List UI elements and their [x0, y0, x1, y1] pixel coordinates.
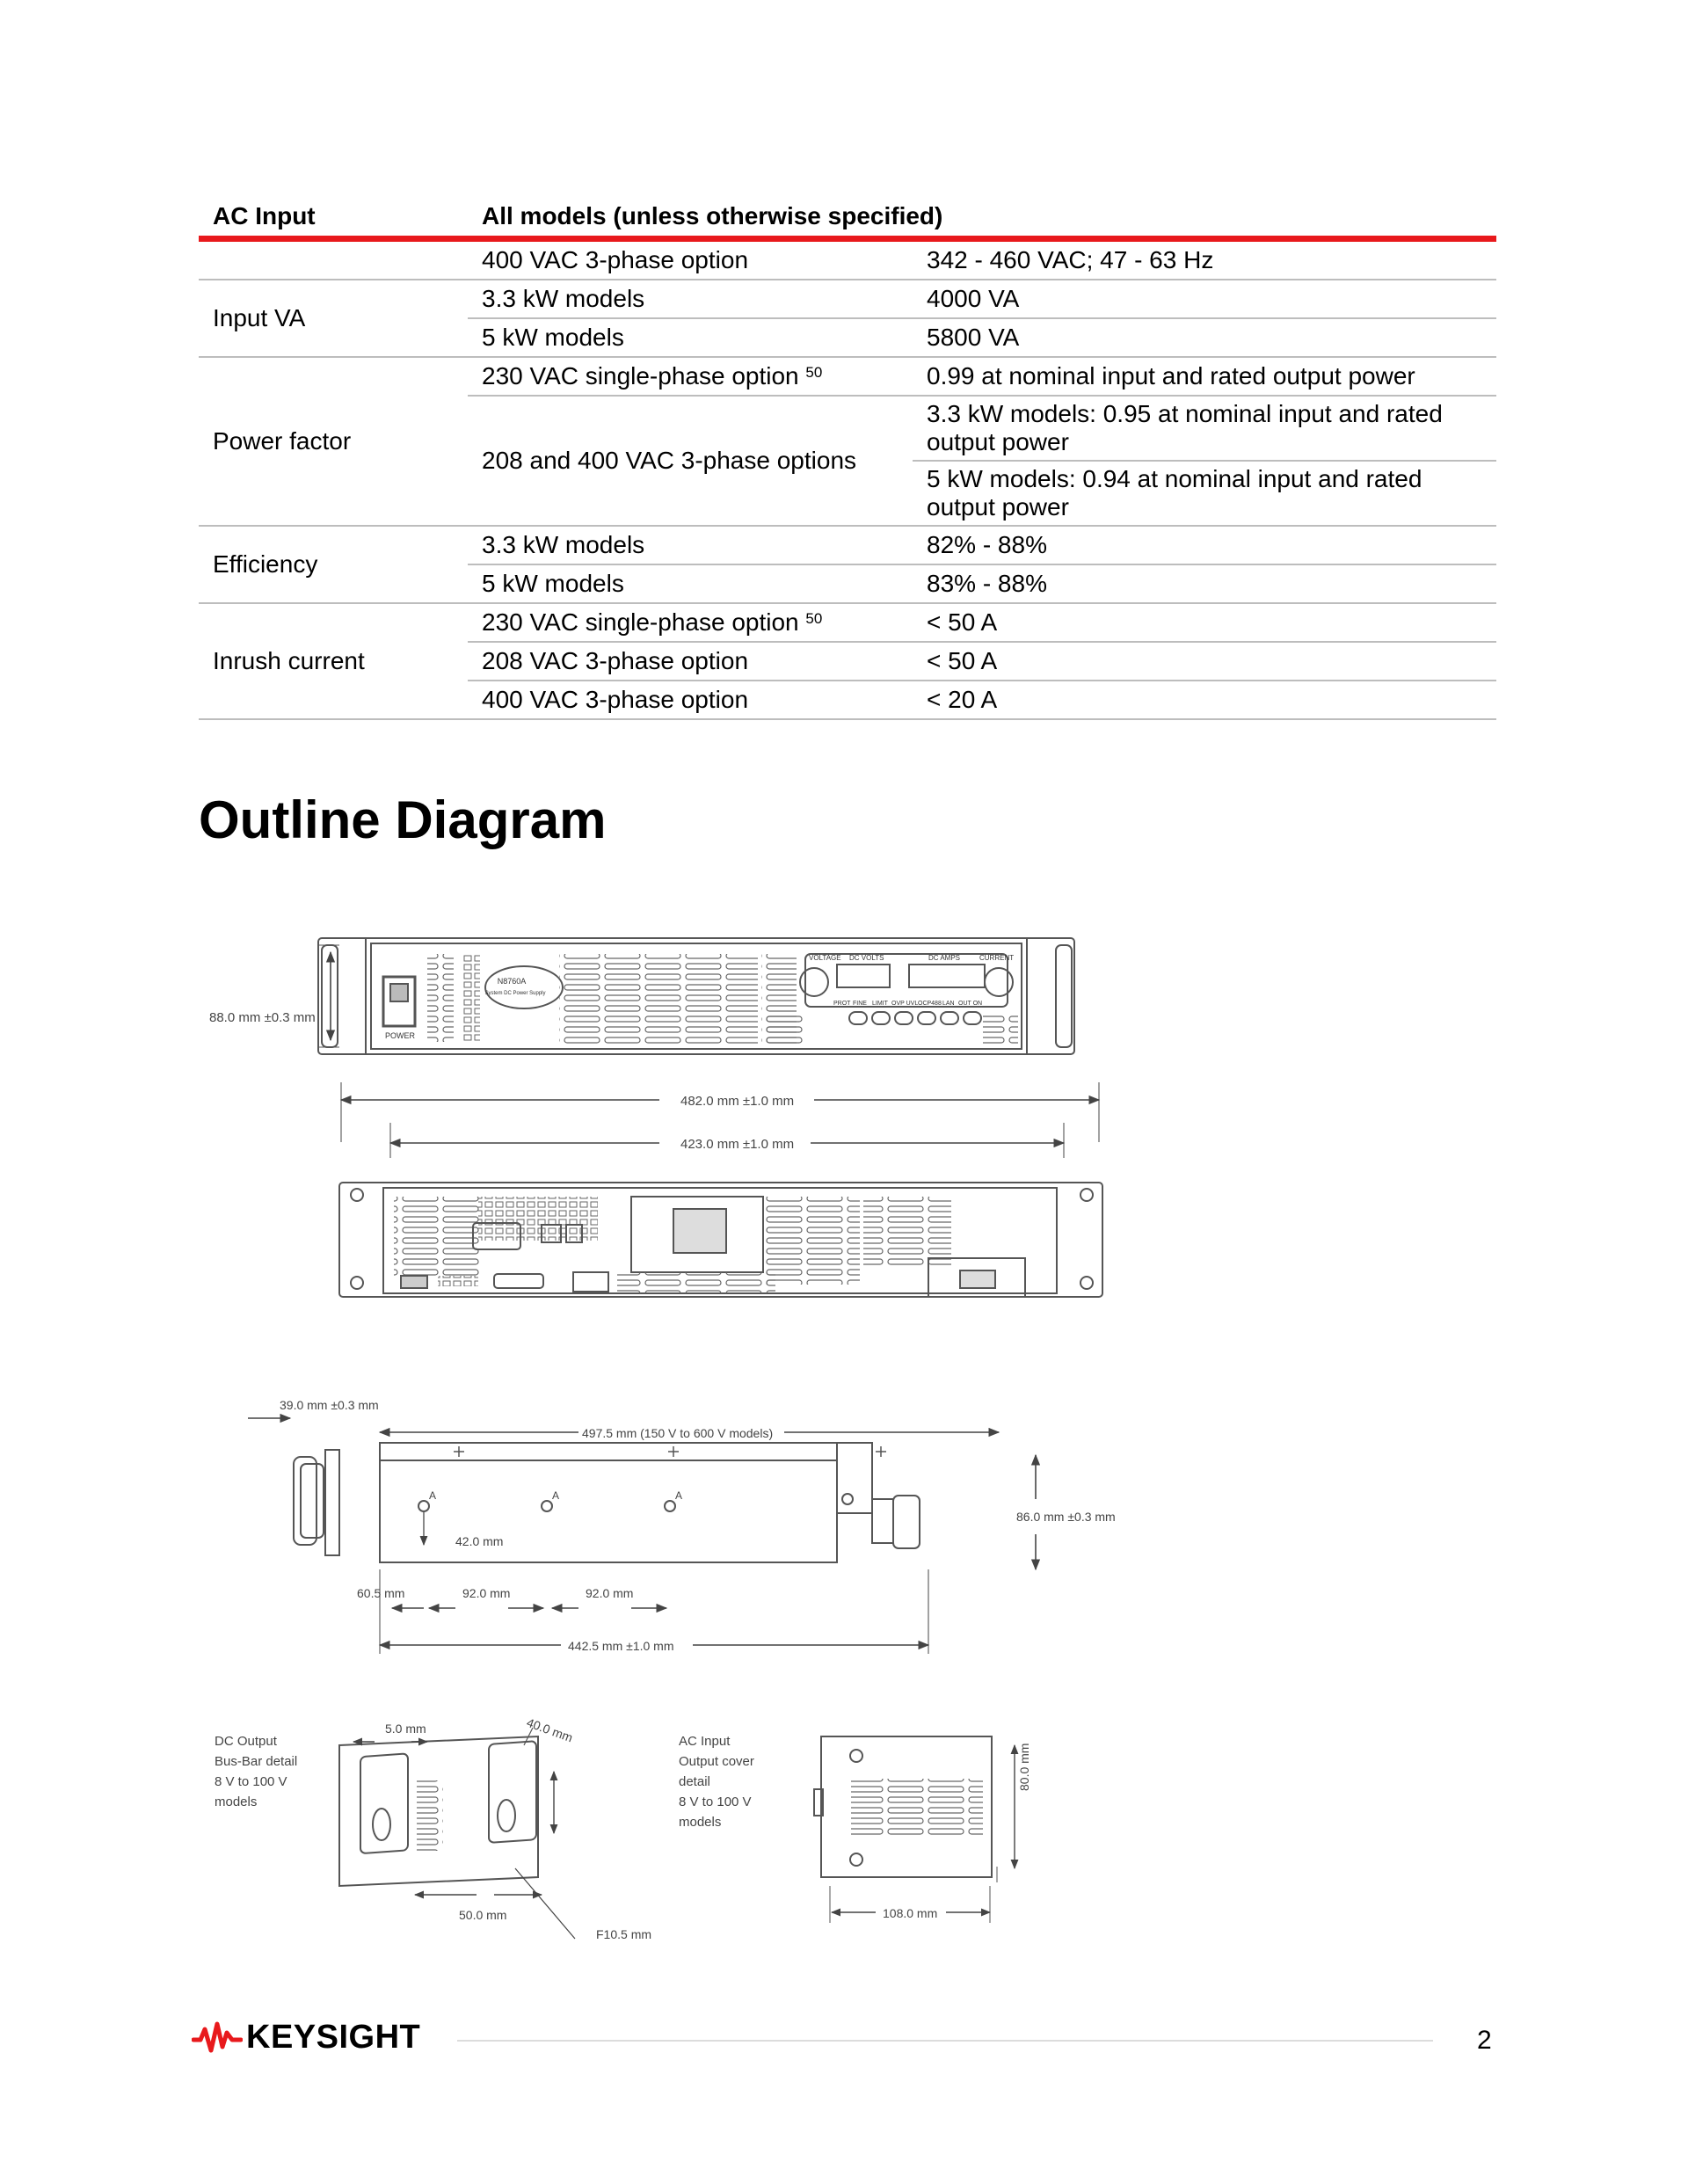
- hole-marker: A: [552, 1489, 560, 1502]
- footer-divider: [457, 2040, 1433, 2042]
- table-cell: 4000 VA: [913, 280, 1496, 318]
- power-label: POWER: [385, 1031, 416, 1040]
- cell-text: 230 VAC single-phase option: [482, 362, 799, 389]
- button-label: OCP488: [918, 1001, 942, 1007]
- table-cell: [468, 357, 913, 396]
- row-label-input-va: Input VA: [199, 280, 468, 357]
- ac-input-spec-table: [199, 200, 1496, 720]
- dim-depth-body: 442.5 mm ±1.0 mm: [568, 1639, 674, 1653]
- button-label: FINE: [853, 1001, 867, 1007]
- ac-input-line: models: [679, 1815, 722, 1830]
- keysight-wave-icon: [192, 2020, 243, 2056]
- side-dimensions: [248, 1418, 1036, 1654]
- table-cell: 208 VAC 3-phase option: [468, 642, 913, 681]
- dim-pos-3: 92.0 mm: [586, 1586, 634, 1600]
- footnote-ref: 50: [805, 364, 823, 381]
- dc-output-busbar-detail: [339, 1728, 575, 1939]
- row-label-efficiency: Efficiency: [199, 526, 468, 603]
- dim-busbar-angle: 40.0 mm: [524, 1714, 575, 1745]
- dc-amps-label: DC AMPS: [928, 954, 961, 962]
- outline-diagram: [199, 919, 1148, 1956]
- front-model-label: N8760A: [497, 977, 527, 986]
- header-ac-input: AC Input: [199, 200, 468, 239]
- dim-busbar-gap: 5.0 mm: [385, 1722, 426, 1736]
- row-label-empty: [199, 239, 468, 280]
- table-cell: 3.3 kW models: [468, 526, 913, 564]
- dc-output-line: Bus-Bar detail: [215, 1754, 298, 1769]
- hole-marker: A: [675, 1489, 683, 1502]
- side-hole-markers: [429, 1489, 682, 1502]
- dim-hole-offset: 42.0 mm: [455, 1534, 504, 1548]
- front-panel-view: [318, 938, 1074, 1054]
- ac-input-line: Output cover: [679, 1754, 754, 1769]
- table-cell: < 50 A: [913, 603, 1496, 642]
- table-cell: 5800 VA: [913, 318, 1496, 357]
- ac-input-line: detail: [679, 1774, 710, 1789]
- dc-volts-label: DC VOLTS: [849, 954, 884, 962]
- dim-handle-depth: 39.0 mm ±0.3 mm: [280, 1398, 379, 1412]
- table-row: [199, 357, 1496, 396]
- button-label: PROT: [833, 1001, 851, 1007]
- table-cell: 3.3 kW models: 0.95 at nominal input and rated output power: [913, 396, 1496, 461]
- row-label-power-factor: Power factor: [199, 357, 468, 526]
- keysight-logo: [192, 2019, 420, 2057]
- page-number: 2: [1477, 2026, 1492, 2055]
- table-cell: 208 and 400 VAC 3-phase options: [468, 396, 913, 526]
- ac-input-caption: [679, 1734, 754, 1830]
- button-label: OUT ON: [958, 1001, 983, 1007]
- table-cell: [468, 603, 913, 642]
- dim-length-side: 497.5 mm (150 V to 600 V models): [582, 1426, 774, 1440]
- table-cell: < 50 A: [913, 642, 1496, 681]
- table-row: [199, 239, 1496, 280]
- dim-pos-2: 92.0 mm: [462, 1586, 511, 1600]
- dim-cover-height: 80.0 mm: [1017, 1743, 1031, 1791]
- button-label: OVP UVL: [891, 1001, 919, 1007]
- dc-output-caption: [215, 1734, 297, 1809]
- hole-marker: A: [429, 1489, 437, 1502]
- dc-output-line: 8 V to 100 V: [215, 1774, 287, 1789]
- dim-pos-1: 60.5 mm: [357, 1586, 405, 1600]
- front-panel-labels: [809, 954, 1014, 962]
- rear-panel-view: [339, 1183, 1102, 1297]
- footnote-ref: 50: [805, 610, 823, 627]
- table-cell: 5 kW models: [468, 318, 913, 357]
- dim-cover-width: 108.0 mm: [883, 1906, 938, 1920]
- dim-width-body: 423.0 mm ±1.0 mm: [680, 1137, 795, 1152]
- table-cell: 0.99 at nominal input and rated output power: [913, 357, 1496, 396]
- dim-height-front: 88.0 mm ±0.3 mm: [209, 1010, 316, 1025]
- table-cell: 5 kW models: 0.94 at nominal input and rated output power: [913, 461, 1496, 526]
- brand-name: KEYSIGHT: [246, 2019, 421, 2056]
- ac-input-title: AC Input: [679, 1734, 731, 1749]
- dim-width-rack: 482.0 mm ±1.0 mm: [680, 1094, 795, 1109]
- table-cell: 82% - 88%: [913, 526, 1496, 564]
- table-cell: 3.3 kW models: [468, 280, 913, 318]
- table-cell: 5 kW models: [468, 564, 913, 603]
- table-cell: < 20 A: [913, 681, 1496, 719]
- voltage-label: VOLTAGE: [809, 954, 841, 962]
- front-model-subtitle: System DC Power Supply: [484, 991, 546, 996]
- table-cell: 83% - 88%: [913, 564, 1496, 603]
- header-all-models: All models (unless otherwise specified): [468, 200, 1496, 239]
- table-header-row: [199, 200, 1496, 239]
- table-cell: 400 VAC 3-phase option: [468, 239, 913, 280]
- side-view: [294, 1443, 920, 1562]
- dim-busbar-hole: F10.5 mm: [596, 1927, 652, 1941]
- ac-input-cover-detail: [814, 1736, 1015, 1923]
- dim-height-side: 86.0 mm ±0.3 mm: [1016, 1510, 1116, 1524]
- cell-text: 230 VAC single-phase option: [482, 608, 799, 636]
- dc-output-line: models: [215, 1795, 258, 1809]
- ac-input-line: 8 V to 100 V: [679, 1795, 752, 1809]
- table-row: [199, 603, 1496, 642]
- dim-busbar-spacing: 50.0 mm: [459, 1908, 507, 1922]
- table-cell: 400 VAC 3-phase option: [468, 681, 913, 719]
- front-button-labels: [833, 1001, 982, 1007]
- table-row: [199, 280, 1496, 318]
- section-title: Outline Diagram: [199, 790, 607, 849]
- table-row: [199, 526, 1496, 564]
- button-label: LIMIT: [872, 1001, 888, 1007]
- current-label: CURRENT: [979, 954, 1015, 962]
- button-label: LAN: [942, 1001, 955, 1007]
- row-label-inrush-current: Inrush current: [199, 603, 468, 719]
- dc-output-title: DC Output: [215, 1734, 277, 1749]
- table-cell: 342 - 460 VAC; 47 - 63 Hz: [913, 239, 1496, 280]
